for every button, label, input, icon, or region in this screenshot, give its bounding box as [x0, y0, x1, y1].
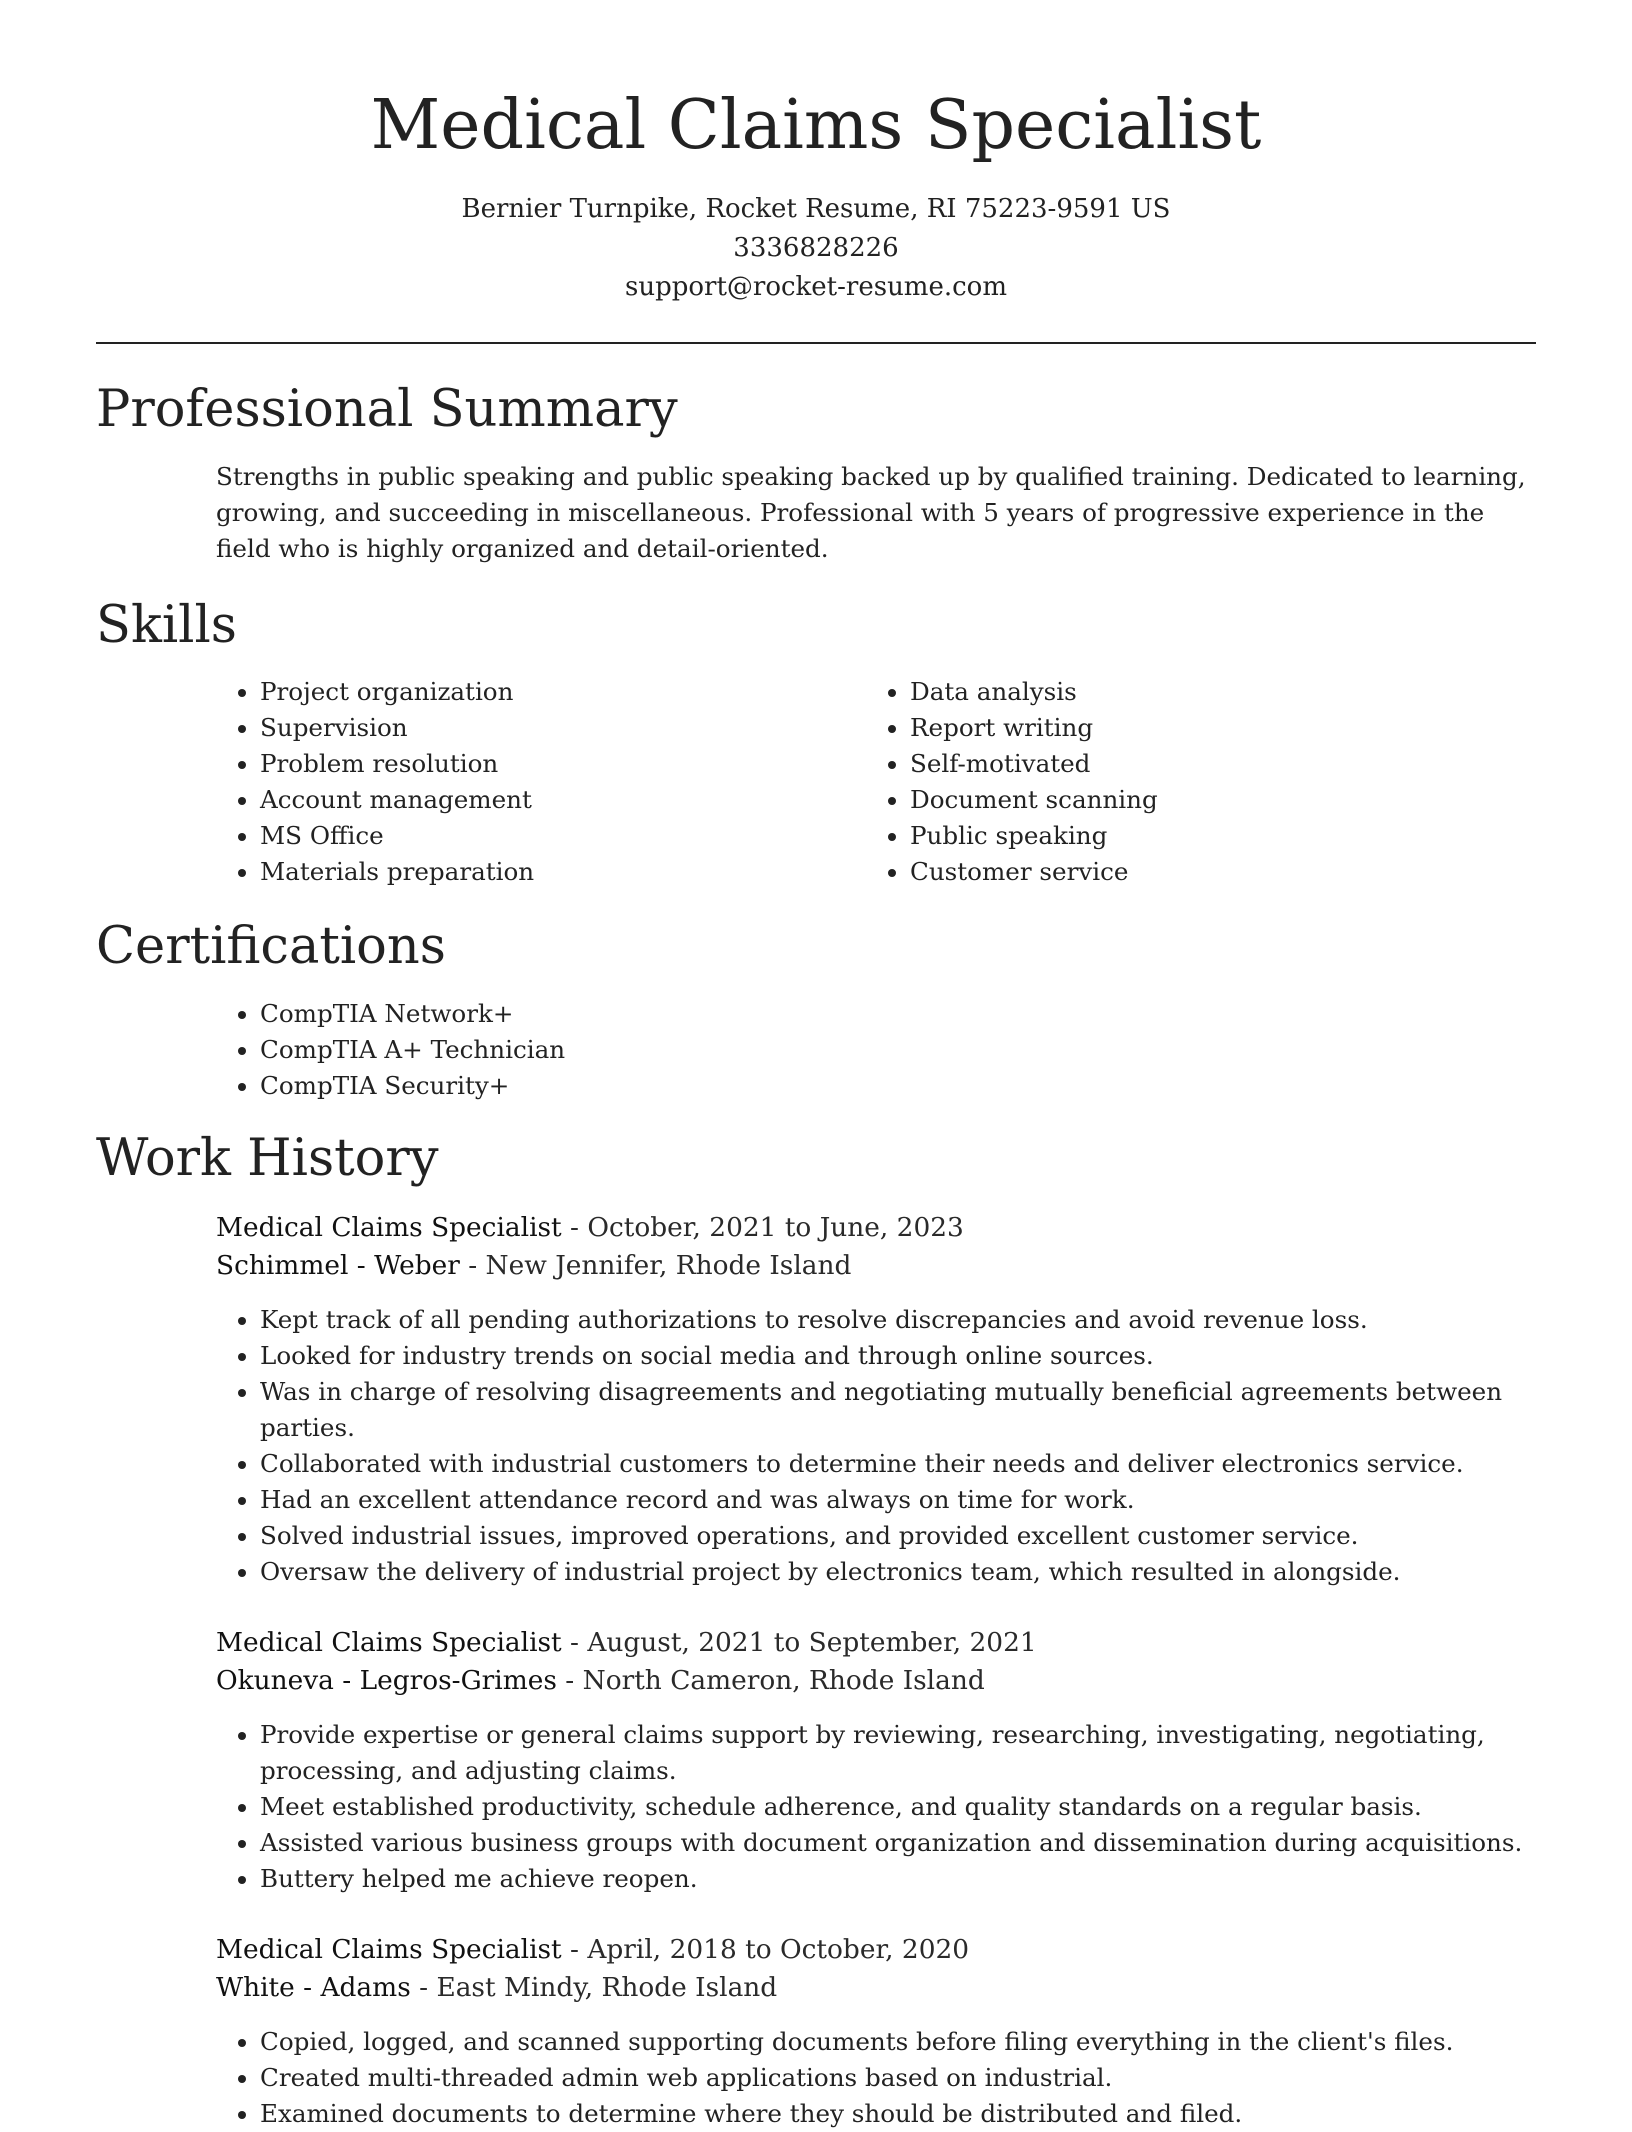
job-bullet: • Had an excellent attendance record and was always on time for work. — [260, 1482, 1536, 1518]
job-company: Okuneva - Legros-Grimes — [216, 1665, 557, 1696]
job-company-line: White - Adams - East Mindy, Rhode Island — [216, 1972, 778, 2003]
skill-item: • Customer service — [910, 854, 1510, 890]
contact-address: Bernier Turnpike, Rocket Resume, RI 75223-9591 US — [461, 194, 1171, 224]
job-dates: April, 2018 to October, 2020 — [587, 1934, 970, 1965]
job-bullet: • Looked for industry trends on social media and through online sources. — [260, 1338, 1536, 1374]
job-bullet: • Created multi-threaded admin web applications based on industrial. — [260, 2060, 1536, 2096]
skill-item: • Report writing — [910, 710, 1510, 746]
contact-block — [0, 190, 1632, 307]
contact-phone: 3336828226 — [733, 233, 899, 263]
skill-item: • Data analysis — [910, 674, 1510, 710]
section-title-summary: Professional Summary — [96, 380, 678, 439]
skill-item: • MS Office — [260, 818, 820, 854]
job-bullet: • Buttery helped me achieve reopen. — [260, 1861, 1536, 1897]
skill-item: • Account management — [260, 782, 820, 818]
job-title: Medical Claims Specialist — [216, 1934, 562, 1965]
job-dates: August, 2021 to September, 2021 — [587, 1627, 1037, 1658]
job-bullet: • Assisted various business groups with document organization and dissemination during acquisitions. — [260, 1825, 1536, 1861]
job-title-line: Medical Claims Specialist - October, 2021 to June, 2023 — [216, 1212, 964, 1243]
skill-item: • Problem resolution — [260, 746, 820, 782]
section-title-skills: Skills — [96, 596, 237, 655]
section-title-certifications: Certifications — [96, 917, 446, 976]
job-bullet: • Oversaw the delivery of industrial project by electronics team, which resulted in alongside. — [260, 1554, 1536, 1590]
skill-item: • Project organization — [260, 674, 820, 710]
certification-item: • CompTIA Network+ — [260, 996, 1460, 1032]
job-company: Schimmel - Weber — [216, 1250, 460, 1281]
job-location: North Cameron, Rhode Island — [582, 1665, 985, 1696]
job-location: East Mindy, Rhode Island — [436, 1972, 778, 2003]
job-dates: October, 2021 to June, 2023 — [587, 1212, 964, 1243]
skill-item: • Public speaking — [910, 818, 1510, 854]
job-bullets — [216, 1717, 1536, 1897]
section-title-work-history: Work History — [96, 1129, 439, 1188]
skills-list-left — [216, 674, 820, 890]
skill-item: • Supervision — [260, 710, 820, 746]
job-location: New Jennifer, Rhode Island — [485, 1250, 852, 1281]
job-bullet: • Copied, logged, and scanned supporting documents before filing everything in the client's files. — [260, 2024, 1536, 2060]
job-bullets — [216, 1302, 1536, 1590]
job-title: Medical Claims Specialist — [216, 1627, 562, 1658]
job-company: White - Adams — [216, 1972, 411, 2003]
skill-item: • Self-motivated — [910, 746, 1510, 782]
resume-title: Medical Claims Specialist — [370, 86, 1262, 165]
job-bullet: • Kept track of all pending authorizations to resolve discrepancies and avoid revenue loss. — [260, 1302, 1536, 1338]
certification-item: • CompTIA Security+ — [260, 1068, 1460, 1104]
skill-item: • Document scanning — [910, 782, 1510, 818]
job-bullets — [216, 2024, 1536, 2132]
skills-list-right — [866, 674, 1510, 890]
contact-email: support@rocket-resume.com — [624, 272, 1007, 302]
job-title-line: Medical Claims Specialist - April, 2018 to October, 2020 — [216, 1934, 970, 1965]
certification-item: • CompTIA A+ Technician — [260, 1032, 1460, 1068]
job-bullet: • Was in charge of resolving disagreements and negotiating mutually beneficial agreements between parties. — [260, 1374, 1536, 1446]
skill-item: • Materials preparation — [260, 854, 820, 890]
job-bullet: • Provide expertise or general claims support by reviewing, researching, investigating, negotiating, processing, and adjusting claims. — [260, 1717, 1536, 1789]
certifications-list — [216, 996, 1460, 1104]
job-title: Medical Claims Specialist — [216, 1212, 562, 1243]
job-company-line: Schimmel - Weber - New Jennifer, Rhode Island — [216, 1250, 852, 1281]
job-bullet: • Examined documents to determine where they should be distributed and filed. — [260, 2096, 1536, 2132]
header-divider — [96, 342, 1536, 344]
job-bullet: • Solved industrial issues, improved operations, and provided excellent customer service. — [260, 1518, 1536, 1554]
summary-text: Strengths in public speaking and public speaking backed up by qualified training. Dedicated to learning, growing, and succeeding in miscellaneous. Professional with 5 years of progressive experience in the field who is highly organized and detail-oriented. — [216, 462, 1526, 563]
job-company-line: Okuneva - Legros-Grimes - North Cameron, Rhode Island — [216, 1665, 985, 1696]
job-bullet: • Collaborated with industrial customers to determine their needs and deliver electronics service. — [260, 1446, 1536, 1482]
job-title-line: Medical Claims Specialist - August, 2021 to September, 2021 — [216, 1627, 1037, 1658]
job-bullet: • Meet established productivity, schedule adherence, and quality standards on a regular basis. — [260, 1789, 1536, 1825]
